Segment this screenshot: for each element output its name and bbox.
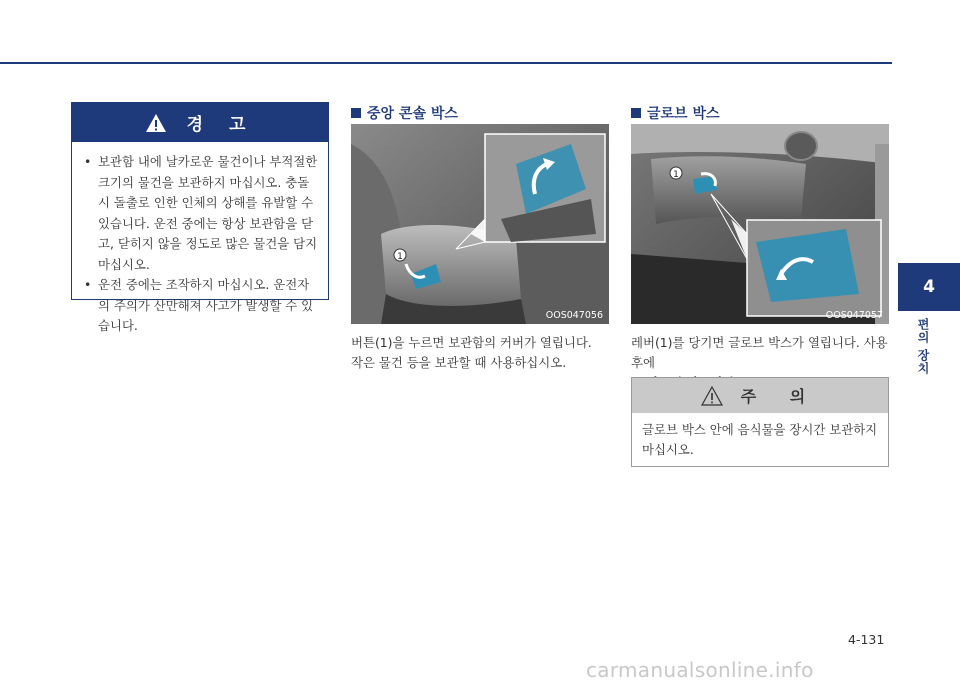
- image-code: OOS047057: [825, 310, 883, 321]
- console-box-photo: [351, 124, 609, 324]
- callout-number: 1: [397, 252, 403, 262]
- console-caption: 버튼(1)을 누르면 보관함의 커버가 열립니다. 작은 물건 등을 보관할 때 사용하십시오.: [351, 335, 592, 370]
- warning-item: • 보관함 내에 날카로운 물건이나 부적절한 크기의 물건을 보관하지 마십시오. 충돌시 돌출로 인한 인체의 상해를 유발할 수 있습니다. 운전 중에는 항상 보관함을 닫고, 닫히지 않을 정도로 많은 물건을 담지 마십시오.: [84, 154, 318, 272]
- top-rule: [0, 62, 892, 64]
- chapter-tab: 4: [898, 263, 960, 311]
- glovebox-section-title: 글로브 박스: [631, 103, 720, 123]
- caution-icon: [701, 386, 723, 406]
- caution-header: [632, 378, 888, 413]
- caution-body: 글로브 박스 안에 음식물을 장시간 보관하지 마십시오.: [642, 422, 878, 457]
- console-section-title: 중앙 콘솔 박스: [351, 103, 458, 123]
- glovebox-photo: [631, 124, 889, 324]
- warning-body: [72, 142, 328, 337]
- caution-box: [631, 377, 889, 467]
- warning-box: [71, 102, 329, 333]
- square-bullet-icon: [351, 108, 361, 118]
- warning-title: 경 고: [186, 115, 256, 135]
- callout-number: 1: [673, 170, 679, 180]
- chapter-label: 편의 장치: [916, 318, 930, 376]
- watermark: carmanualsonline.info: [586, 658, 814, 682]
- warning-header: [72, 103, 328, 142]
- warning-icon: [145, 113, 167, 133]
- page-number: 4-131: [848, 632, 885, 647]
- glovebox-caption: 레버(1)를 당기면 글로브 박스가 열립니다. 사용후에: [631, 335, 888, 370]
- image-code: OOS047056: [545, 310, 603, 321]
- square-bullet-icon: [631, 108, 641, 118]
- caution-title: 주 의: [740, 387, 820, 406]
- warning-item: • 운전 중에는 조작하지 마십시오. 운전자의 주의가 산만해져 사고가 발생할 수 있습니다.: [84, 277, 314, 333]
